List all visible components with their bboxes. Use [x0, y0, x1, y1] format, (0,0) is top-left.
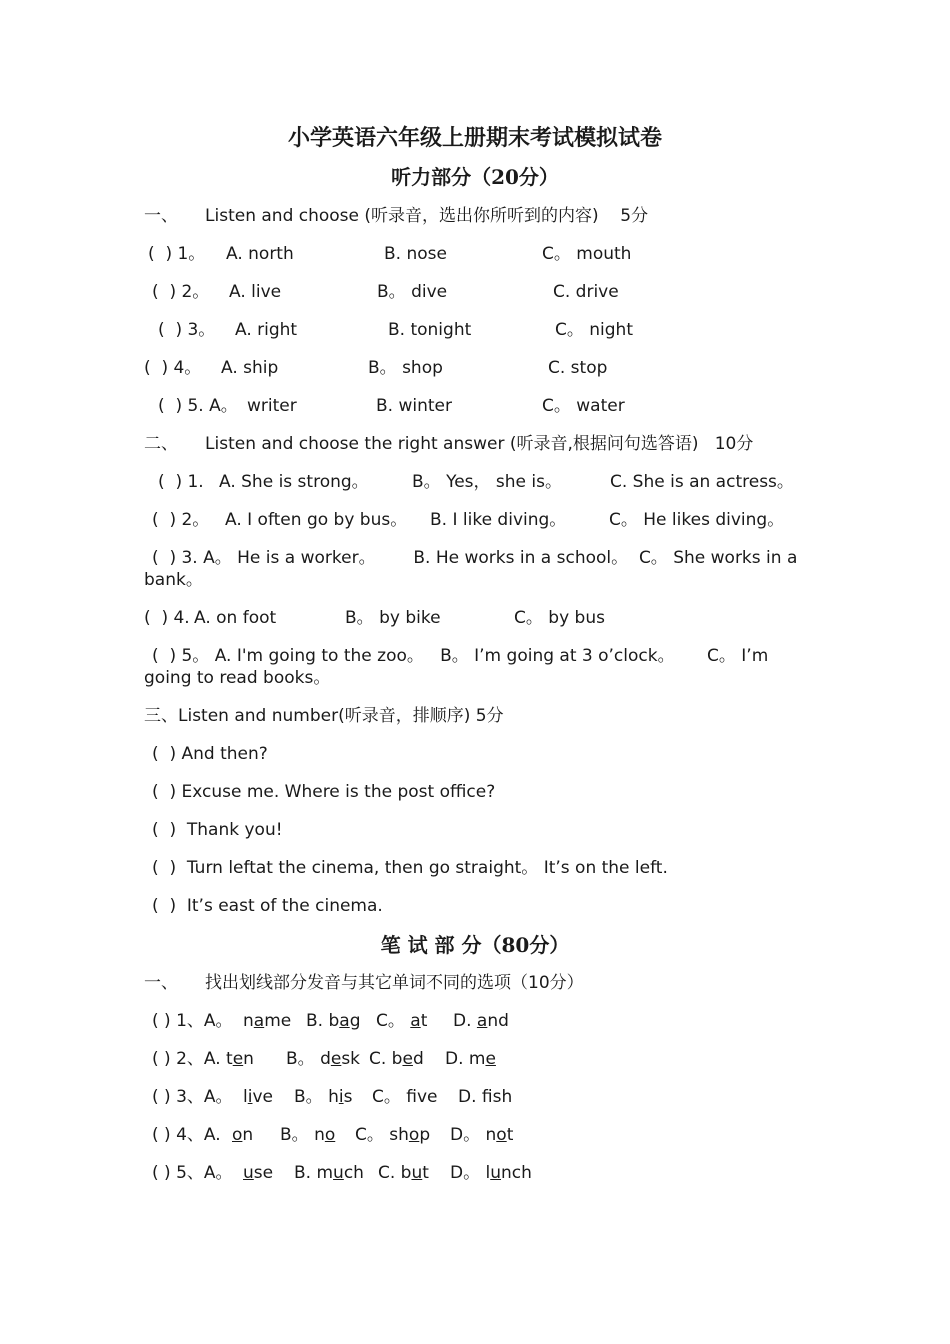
listening-section-2-heading: 二、 Listen and choose the right answer (听录音,根据问句选答语) 10分 [144, 434, 754, 454]
list-item: ( ) And then? [152, 744, 268, 764]
list-item: ( ) Turn leftat the cinema, then go straight。 It’s on the left. [152, 858, 668, 878]
word-part: nch [501, 1163, 532, 1183]
written-heading: 笔 试 部 分（80分） [380, 933, 570, 957]
option-a: A. right [235, 320, 298, 340]
listening-2-question-5: ( ) 5。 A. I'm going to the zoo。 B。 I’m going at 3 o’clock。 C。 I’m going to read books。 [144, 646, 769, 688]
underlined-letter: a [410, 1011, 421, 1031]
option-a: A. I often go by bus。 [225, 510, 408, 530]
word-option-b [294, 1162, 364, 1184]
word-part: n [243, 1011, 254, 1031]
word-option-c [355, 1124, 430, 1146]
option-b: B。 Yes， she is。 [412, 472, 562, 492]
word-part: n [242, 1125, 254, 1145]
word-part: me [264, 1011, 292, 1031]
underlined-letter: u [333, 1163, 344, 1183]
word-part: s [343, 1087, 353, 1107]
option-c: C. She is an actress。 [610, 472, 794, 492]
written-section-1-heading: 一、 找出划线部分发音与其它单词不同的选项（10分） [144, 973, 584, 993]
word-part: sh [492, 1087, 513, 1107]
listening-2-question-3: ( ) 3. A。 He is a worker。 B. He works in a school。 C。 She works in a bank。 [144, 548, 798, 590]
exam-title: 小学英语六年级上册期末考试模拟试卷 [287, 125, 662, 151]
word-part: l [243, 1087, 248, 1107]
option-b: B. winter [376, 396, 452, 416]
word-option-a [243, 1086, 273, 1108]
option-a: A. She is strong。 [219, 472, 369, 492]
underlined-letter: a [253, 1011, 265, 1031]
option-b: B. tonight [388, 320, 472, 340]
question-number: ( ) 4. [144, 608, 190, 628]
word-option-b [286, 1048, 360, 1070]
word-part: B。 d [286, 1049, 331, 1069]
question-number: ( ) 4。 [144, 358, 202, 378]
underlined-letter: u [243, 1163, 254, 1183]
underlined-letter: i [338, 1087, 344, 1107]
option-b: B. nose [384, 244, 447, 264]
word-part: se [253, 1163, 274, 1183]
word-part: t [506, 1125, 514, 1145]
word-part: D. m [445, 1049, 486, 1069]
word-part: ch [343, 1163, 364, 1183]
question-number: ( ) 1、A。 [152, 1011, 233, 1031]
word-part: nd [487, 1011, 509, 1031]
question-number: ( ) 5、A。 [152, 1163, 233, 1183]
word-part: B. b [306, 1011, 340, 1031]
underlined-letter: u [490, 1163, 501, 1183]
option-c: C。 night [555, 320, 634, 340]
option-b: B。 shop [368, 358, 443, 378]
word-part: C. b [369, 1049, 403, 1069]
question-number: ( ) 2。 [152, 510, 210, 530]
underlined-letter: o [232, 1125, 243, 1145]
word-part: B。 n [280, 1125, 325, 1145]
underlined-letter: o [324, 1125, 336, 1145]
underlined-letter: o [496, 1125, 507, 1145]
word-part: ve [416, 1087, 438, 1107]
option-c: C。 water [542, 396, 625, 416]
underlined-letter: e [232, 1049, 244, 1069]
word-option-a [232, 1124, 253, 1146]
word-part: ve [252, 1087, 273, 1107]
option-c: C。 by bus [514, 608, 605, 628]
underlined-letter: o [408, 1125, 420, 1145]
word-option-c [378, 1162, 429, 1184]
question-number: ( ) 3。 [158, 320, 216, 340]
underlined-letter: e [485, 1049, 496, 1069]
option-a: A. north [226, 244, 294, 264]
option-a: A. ship [221, 358, 279, 378]
question-number: ( ) 2。 [152, 282, 210, 302]
word-part: B. m [294, 1163, 334, 1183]
word-option-b [306, 1010, 360, 1032]
listening-heading: 听力部分（20分） [391, 165, 559, 189]
question-number-text: ( ) 2、A. t [152, 1049, 233, 1069]
question-number: ( ) 1. [158, 472, 204, 492]
question-number: ( ) 5. A。 [158, 396, 238, 416]
word-part: B。 h [294, 1087, 339, 1107]
option-c: C。 He likes diving。 [609, 510, 785, 530]
option-a: A. live [229, 282, 282, 302]
list-item: ( ) Thank you! [152, 820, 283, 840]
word-part: C。 sh [355, 1125, 409, 1145]
word-part: D。 n [450, 1125, 497, 1145]
word-part: d [412, 1049, 424, 1069]
option-c: C。 mouth [542, 244, 632, 264]
option-b: B. I like diving。 [430, 510, 567, 530]
word-option-d [450, 1162, 532, 1184]
word-option-a [243, 1162, 273, 1184]
option-c: C. stop [548, 358, 608, 378]
word-option-d [453, 1010, 509, 1032]
underlined-letter: a [476, 1011, 488, 1031]
option-b: B。 by bike [345, 608, 441, 628]
option-a: writer [247, 396, 297, 416]
underlined-letter: e [330, 1049, 342, 1069]
word-part: t [420, 1011, 428, 1031]
word-part: C。 [376, 1011, 411, 1031]
option-a: A. on foot [194, 608, 277, 628]
underlined-letter: i [247, 1087, 253, 1107]
listening-section-3-heading: 三、Listen and number(听录音，排顺序) 5分 [144, 706, 504, 726]
question-number: ( ) 4、A. [152, 1125, 221, 1145]
underlined-letter: a [339, 1011, 350, 1031]
question-number [152, 1048, 254, 1070]
word-part: C。 f [372, 1087, 417, 1107]
word-option-c [376, 1010, 427, 1032]
word-part: g [349, 1011, 361, 1031]
underlined-letter: u [411, 1163, 423, 1183]
word-part: C. b [378, 1163, 412, 1183]
list-item: ( ) Excuse me. Where is the post office? [152, 782, 496, 802]
word-option-b [294, 1086, 352, 1108]
word-option-c [369, 1048, 424, 1070]
word-part: n [243, 1049, 254, 1069]
word-part: D. f [458, 1087, 493, 1107]
question-number: ( ) 1。 [148, 244, 206, 264]
question-number: ( ) 3、A。 [152, 1087, 233, 1107]
word-part: sk [341, 1049, 361, 1069]
word-part: D. [453, 1011, 477, 1031]
option-b: B。 dive [377, 282, 448, 302]
word-part: p [419, 1125, 431, 1145]
word-part: t [422, 1163, 429, 1183]
word-part: D。 l [450, 1163, 491, 1183]
word-option-a [243, 1010, 291, 1032]
word-option-b [280, 1124, 335, 1146]
word-option-d [445, 1048, 496, 1070]
underlined-letter: e [402, 1049, 413, 1069]
word-option-d [450, 1124, 513, 1146]
list-item: ( ) It’s east of the cinema. [152, 896, 383, 916]
option-c: C. drive [553, 282, 619, 302]
listening-section-1-heading: 一、 Listen and choose (听录音，选出你所听到的内容) 5分 [144, 206, 649, 226]
word-option-c [372, 1086, 438, 1108]
word-option-d [458, 1086, 512, 1108]
